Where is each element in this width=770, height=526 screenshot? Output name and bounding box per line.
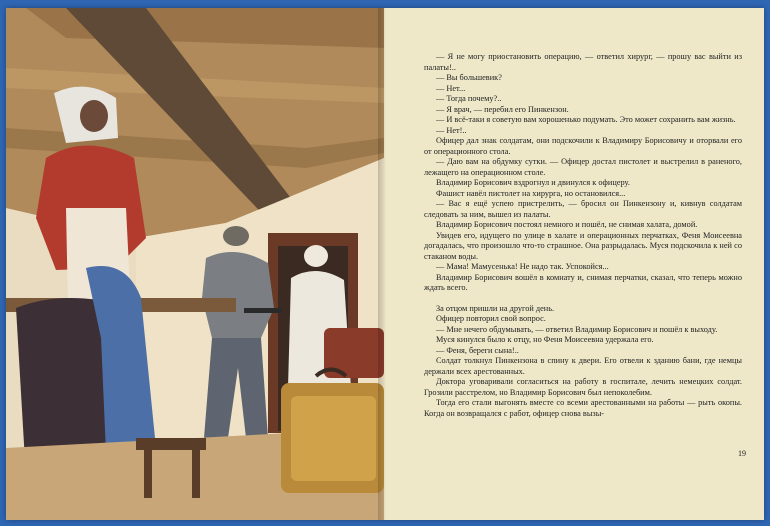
illustration-page (6, 8, 384, 520)
paragraph: Солдат толкнул Пинкензона в спину к двери. Его отвели к зданию бани, где немцы держали всех арестованных. (424, 356, 742, 376)
paragraph: Офицер повторил свой вопрос. (436, 314, 546, 323)
paragraph: — Я не могу приостановить операцию, — ответил хирург, — прошу вас выйти из палаты!.. (424, 52, 742, 72)
paragraph: За отцом пришли на другой день. (436, 303, 555, 313)
paragraph: — Вас я ещё успею пристрелить, — бросил он Пинкензону и, кивнув солдатам следовать за ним, вышел из палаты. (424, 199, 742, 219)
paragraph: — Нет... (436, 83, 466, 93)
paragraph: — Я врач, — перебил его Пинкензон. (436, 104, 569, 114)
paragraph: Владимир Борисович постоял немного и пошёл, не снимая халата, домой. (436, 220, 698, 229)
paragraph: Фашист навёл пистолет на хирурга, но остановился... (436, 188, 626, 198)
page-text (424, 52, 742, 419)
book-spread (6, 8, 764, 520)
paragraph: Владимир Борисович вздрогнул и двинулся к офицеру. (436, 178, 630, 187)
paragraph: Офицер дал знак солдатам, они подскочили к Владимиру Борисовичу и оторвали его от операционного стола. (424, 136, 742, 156)
paragraph: Владимир Борисович вошёл в комнату и, снимая перчатки, сказал, что теперь можно ждать всего. (424, 272, 742, 292)
text-page (384, 8, 764, 520)
paragraph: — Даю вам на обдумку сутки. — Офицер достал пистолет и выстрелил в раненого, лежащего на операционном столе. (424, 157, 742, 177)
paragraph: — Тогда почему?.. (436, 94, 502, 103)
paragraph: — Мне нечего обдумывать, — ответил Владимир Борисович и пошёл к выходу. (436, 324, 718, 334)
paragraph: Доктора уговаривали согласиться на работу в госпитале, лечить немецких солдат. Грозили расстрелом, но Владимир Борисович был непоколебим. (424, 377, 742, 397)
paragraph: — И всё-таки я советую вам хорошенько подумать. Это может сохранить вам жизнь. (436, 115, 736, 124)
section-gap (424, 294, 742, 304)
illustration (6, 8, 384, 520)
paragraph: — Мама! Мамусенька! Не надо так. Успокойся... (436, 262, 609, 271)
paragraph: — Нет!.. (436, 125, 467, 135)
paragraph: Увидев его, идущего по улице в халате и операционных перчатках, Феня Моисеевна догадалась, что произошло что-то страшное. Она разрыдалась. Муся подскочила к ней со стаканом воды. (424, 230, 742, 261)
page-number: 19 (738, 449, 746, 458)
paragraph: Муся кинулся было к отцу, но Феня Моисеевна удержала его. (436, 335, 654, 344)
paragraph: Тогда его стали выгонять вместе со всеми арестованными на работы — рыть окопы. Когда он возвращался с работ, офицер снова вызы- (424, 398, 742, 418)
paragraph: — Вы большевик? (436, 73, 502, 82)
paragraph: — Феня, береги сына!.. (436, 345, 519, 355)
